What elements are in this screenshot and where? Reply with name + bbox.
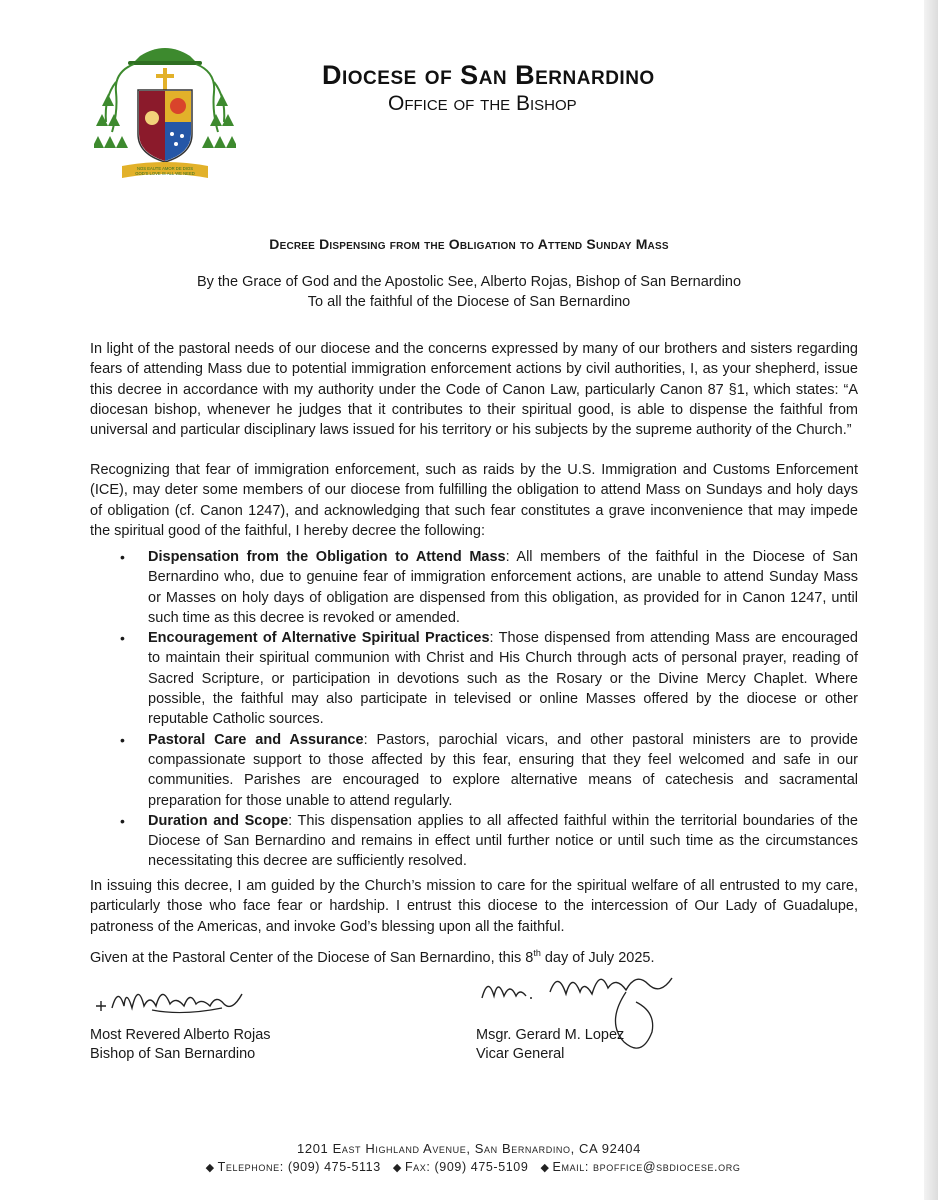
list-item-text: : Those dispensed from attending Mass are encouraged to maintain their spiritual communion with Christ and His Church through acts of personal prayer, reading of Sacred Scripture, or participation in devotions such as the Rosary or the Divine Mercy Chaplet. Where possible, the faithful may also participate in televised or online Masses offered by the diocese or other reputable Catholic sources.	[148, 630, 858, 728]
decree-heading: Decree Dispensing from the Obligation to Attend Sunday Mass	[269, 236, 669, 252]
intro-block	[0, 272, 938, 312]
bullet-icon: •	[120, 731, 125, 748]
bullet-icon: •	[120, 630, 125, 647]
list-item	[90, 547, 858, 628]
vicar-signature-block	[476, 1026, 624, 1064]
bullet-icon: •	[120, 812, 125, 829]
footer	[0, 1141, 938, 1174]
intro-line-2: To all the faithful of the Diocese of San Bernardino	[307, 294, 631, 310]
intro-line-1: By the Grace of God and the Apostolic See, Alberto Rojas, Bishop of San Bernardino	[196, 274, 742, 290]
list-item-title: Pastoral Care and Assurance	[148, 731, 364, 748]
list-item	[90, 730, 858, 811]
bishop-title: Bishop of San Bernardino	[90, 1046, 256, 1062]
page-edge-shadow	[924, 0, 938, 1200]
bishop-name: Most Revered Alberto Rojas	[90, 1027, 271, 1043]
list-item	[90, 811, 858, 872]
crest-motto-line1: NOS EAUTE AMOR DE DIOS	[136, 166, 194, 171]
bullet-icon: •	[120, 549, 125, 565]
footer-address: 1201 East Highland Avenue, San Bernardino, CA 92404	[297, 1141, 641, 1156]
letterhead	[322, 60, 655, 116]
footer-email[interactable]: Email: bpoffice@sbdiocese.org	[552, 1160, 741, 1174]
bishop-signature	[92, 976, 252, 1022]
footer-contact	[0, 1160, 938, 1174]
given-before: Given at the Pastoral Center of the Diocese of San Bernardino, this 8	[90, 949, 534, 966]
list-item-title: Encouragement of Alternative Spiritual Practices	[148, 630, 490, 647]
list-item-text: : All members of the faithful in the Diocese of San Bernardino who, due to genuine fear of immigration enforcement actions, are unable to attend Sunday Mass or Masses on holy days of obligation are dispensed from this obligation, as provided for in Canon 1247, until such time as this decree is revoked or amended.	[148, 549, 858, 626]
list-item-title: Duration and Scope	[148, 812, 289, 829]
letterhead-subtitle: Office of the Bishop	[388, 92, 577, 115]
diamond-icon: ◆	[392, 1162, 402, 1174]
paragraph-2: Recognizing that fear of immigration enforcement, such as raids by the U.S. Immigration and Customs Enforcement (ICE), may deter some members of our diocese from fulfilling the obligation to attend Mass on Sundays and holy days of obligation (cf. Canon 1247), and acknowledging that such fear constitutes a grave inconvenience that may impede the spiritual good of the faithful, I hereby decree the following:	[90, 462, 858, 539]
paragraph-1: In light of the pastoral needs of our diocese and the concerns expressed by many of our brothers and sisters regarding fears of attending Mass due to potential immigration enforcement actions by civil authorities, I, as your shepherd, issue this decree in accordance with my authority under the Code of Canon Law, particularly Canon 87 §1, which states: “A diocesan bishop, whenever he judges that it contributes to their spiritual good, is able to dispense the faithful from universal and particular disciplinary laws issued for his territory or his subjects by the supreme authority of the Church.”	[90, 341, 858, 439]
vicar-title: Vicar General	[476, 1046, 565, 1062]
vicar-name: Msgr. Gerard M. Lopez	[476, 1027, 625, 1043]
crest-motto-line2: GOD'S LOVE IS ALL WE NEED	[135, 171, 195, 176]
coat-of-arms-logo	[94, 42, 236, 188]
decree-list	[90, 547, 858, 872]
paragraph-3: In issuing this decree, I am guided by the Church’s mission to care for the spiritual welfare of all entrusted to my care, particularly those who face fear or hardship. I entrust this diocese to the intercession of Our Lady of Guadalupe, patroness of the Americas, and invoke God’s blessing upon all the faithful.	[90, 878, 858, 935]
letterhead-title: Diocese of San Bernardino	[322, 60, 655, 90]
list-item	[90, 628, 858, 729]
given-ordinal: th	[533, 948, 541, 958]
diamond-icon: ◆	[540, 1162, 550, 1174]
list-item-title: Dispensation from the Obligation to Attend Mass	[148, 549, 506, 565]
footer-fax: Fax: (909) 475-5109	[404, 1160, 529, 1174]
diamond-icon: ◆	[205, 1162, 215, 1174]
list-item-text: : Pastors, parochial vicars, and other pastoral ministers are to provide compassionate support to those affected by this fear, ensuring that they feel welcomed and safe in our communities. Parishes are encouraged to explore alternative means of catechesis and sacramental preparation for those unable to attend regularly.	[148, 731, 858, 809]
list-item-text: : This dispensation applies to all affected faithful within the territorial boundaries of the Diocese of San Bernardino and remains in effect until further notice or until such time as the circumstances necessitating this decree are sufficiently resolved.	[148, 812, 858, 870]
given-after: day of July 2025.	[540, 949, 655, 966]
bishop-signature-block	[90, 1026, 271, 1064]
footer-telephone: Telephone: (909) 475-5113	[217, 1160, 381, 1174]
